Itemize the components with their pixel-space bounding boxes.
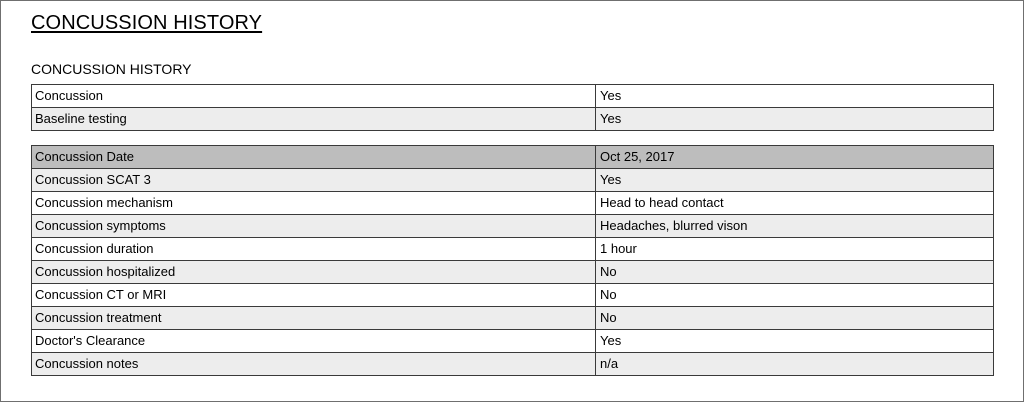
table-row: [32, 169, 994, 192]
row-value: Yes: [596, 169, 994, 192]
table-header-row: [32, 146, 994, 169]
row-label: Baseline testing: [32, 108, 596, 131]
row-value: 1 hour: [596, 238, 994, 261]
row-label: Concussion hospitalized: [32, 261, 596, 284]
row-value: n/a: [596, 353, 994, 376]
row-label: Concussion notes: [32, 353, 596, 376]
table-row: [32, 330, 994, 353]
concussion-details-table: [31, 145, 994, 376]
row-value: Yes: [596, 85, 994, 108]
row-label: Doctor's Clearance: [32, 330, 596, 353]
table-row: [32, 261, 994, 284]
row-value: Headaches, blurred vison: [596, 215, 994, 238]
table-row: [32, 192, 994, 215]
row-value: Head to head contact: [596, 192, 994, 215]
section-title: CONCUSSION HISTORY: [31, 61, 192, 77]
row-value: Yes: [596, 330, 994, 353]
row-label: Concussion treatment: [32, 307, 596, 330]
row-value: Oct 25, 2017: [596, 146, 994, 169]
row-label: Concussion symptoms: [32, 215, 596, 238]
table-row: [32, 307, 994, 330]
row-value: No: [596, 261, 994, 284]
row-label: Concussion SCAT 3: [32, 169, 596, 192]
table-row: [32, 238, 994, 261]
table-row: [32, 215, 994, 238]
row-value: Yes: [596, 108, 994, 131]
page-title: CONCUSSION HISTORY: [31, 12, 263, 34]
table-row: [32, 85, 994, 108]
row-value: No: [596, 284, 994, 307]
row-label: Concussion Date: [32, 146, 596, 169]
row-label: Concussion: [32, 85, 596, 108]
row-value: No: [596, 307, 994, 330]
table-row: [32, 284, 994, 307]
row-label: Concussion duration: [32, 238, 596, 261]
row-label: Concussion CT or MRI: [32, 284, 596, 307]
concussion-summary-table: [31, 84, 994, 131]
row-label: Concussion mechanism: [32, 192, 596, 215]
table-row: [32, 353, 994, 376]
table-row: [32, 108, 994, 131]
